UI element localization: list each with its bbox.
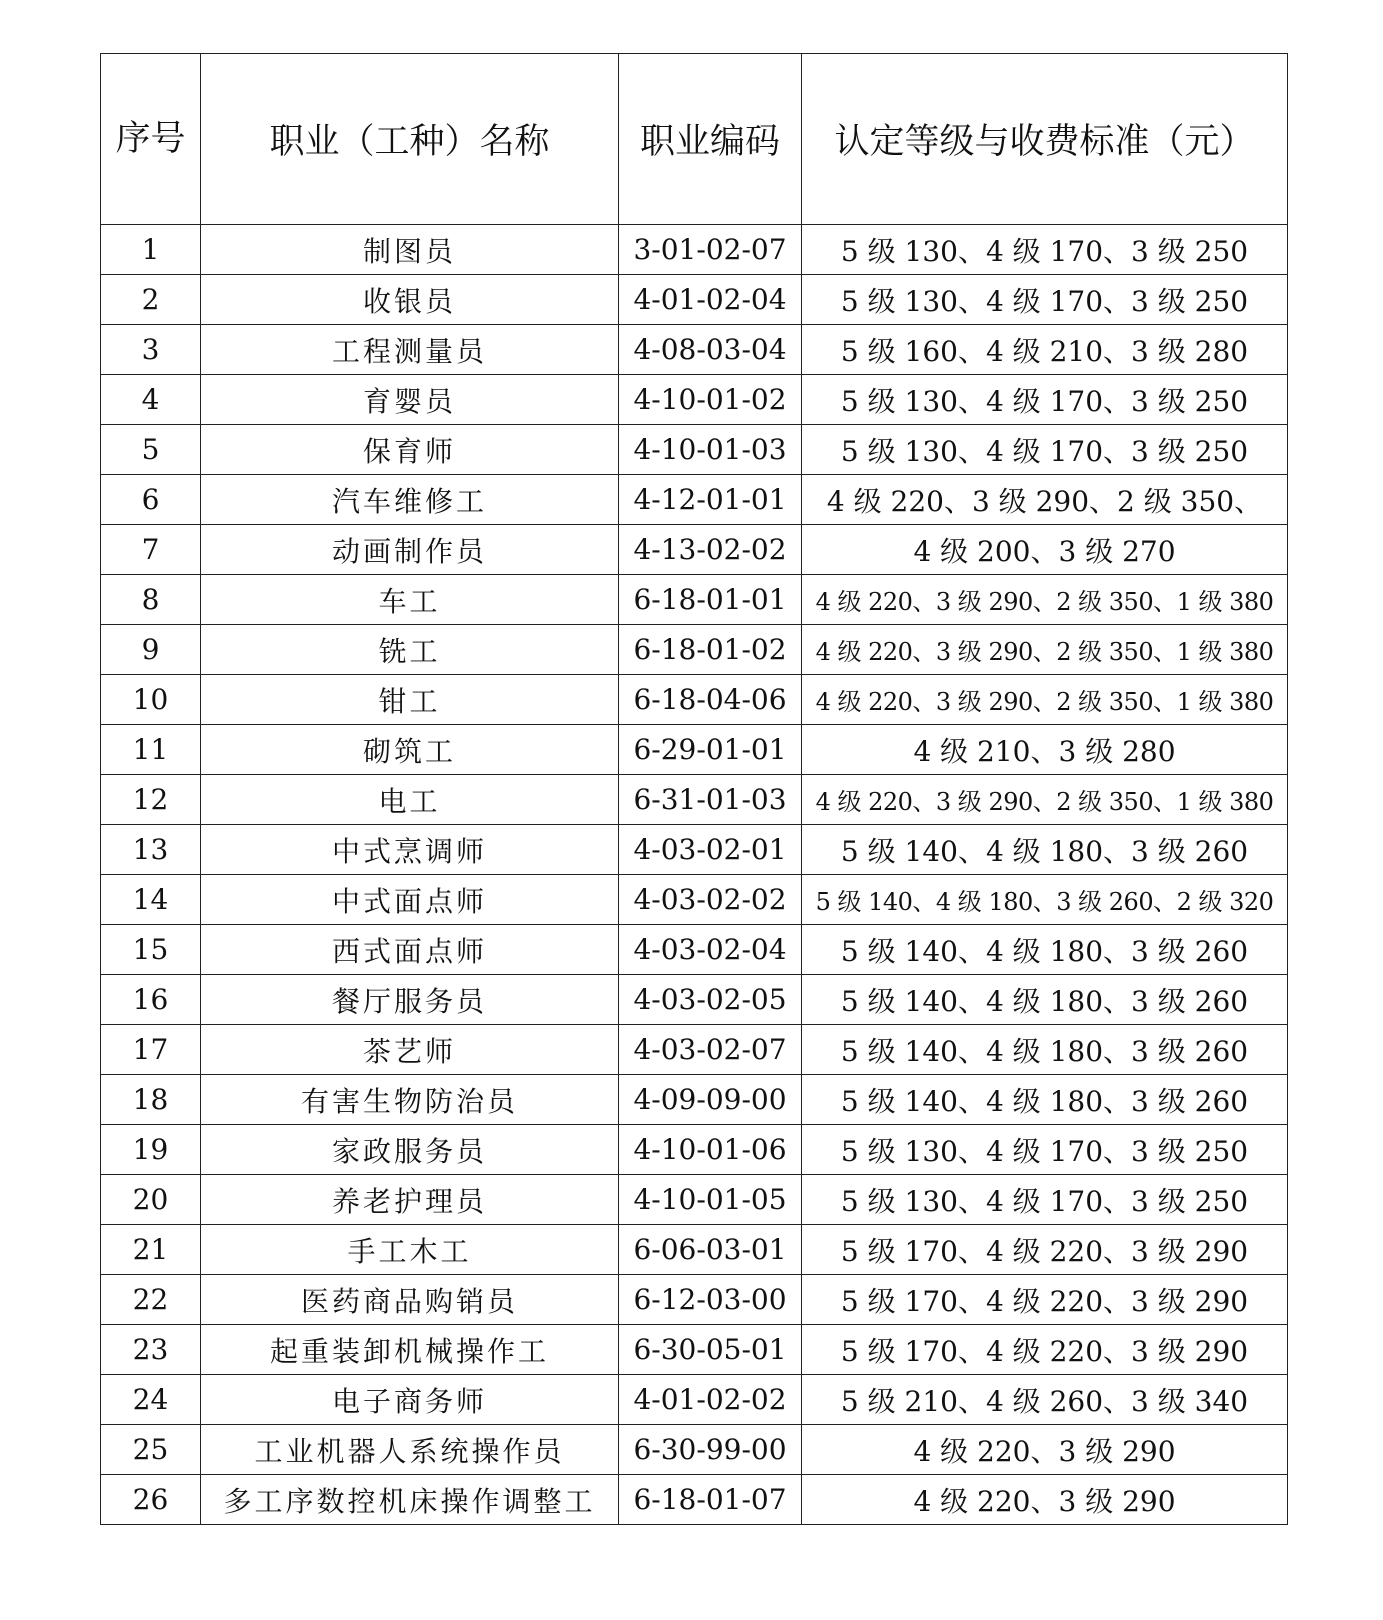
header-seq: 序号 xyxy=(101,54,201,225)
row-occupation-code: 4-13-02-02 xyxy=(619,525,802,575)
row-fee-standard: 5 级 170、4 级 220、3 级 290 xyxy=(802,1225,1288,1275)
row-occupation-code: 6-29-01-01 xyxy=(619,725,802,775)
row-occupation-code: 6-18-01-02 xyxy=(619,625,802,675)
table-row xyxy=(101,1075,1288,1125)
table-row xyxy=(101,975,1288,1025)
row-fee-standard: 5 级 140、4 级 180、3 级 260 xyxy=(802,925,1288,975)
row-occupation-code: 6-30-05-01 xyxy=(619,1325,802,1375)
row-occupation-code: 6-18-04-06 xyxy=(619,675,802,725)
row-seq: 11 xyxy=(101,725,201,775)
row-occupation-code: 6-12-03-00 xyxy=(619,1275,802,1325)
row-seq: 17 xyxy=(101,1025,201,1075)
header-name: 职业（工种）名称 xyxy=(201,54,619,225)
row-occupation-code: 4-03-02-01 xyxy=(619,825,802,875)
row-fee-standard: 5 级 140、4 级 180、3 级 260 xyxy=(802,1075,1288,1125)
table-row xyxy=(101,1475,1288,1525)
row-occupation-name: 电工 xyxy=(201,775,619,825)
row-seq: 20 xyxy=(101,1175,201,1225)
row-fee-standard: 5 级 140、4 级 180、3 级 260 xyxy=(802,1025,1288,1075)
row-occupation-code: 4-01-02-02 xyxy=(619,1375,802,1425)
row-occupation-code: 4-10-01-03 xyxy=(619,425,802,475)
row-seq: 7 xyxy=(101,525,201,575)
row-fee-standard: 5 级 130、4 级 170、3 级 250 xyxy=(802,375,1288,425)
row-seq: 8 xyxy=(101,575,201,625)
row-fee-standard: 5 级 130、4 级 170、3 级 250 xyxy=(802,275,1288,325)
row-seq: 10 xyxy=(101,675,201,725)
row-occupation-name: 茶艺师 xyxy=(201,1025,619,1075)
row-seq: 15 xyxy=(101,925,201,975)
row-occupation-name: 工程测量员 xyxy=(201,325,619,375)
row-occupation-code: 4-08-03-04 xyxy=(619,325,802,375)
header-fee: 认定等级与收费标准（元） xyxy=(802,54,1288,225)
row-fee-standard: 4 级 220、3 级 290、2 级 350、1 级 380 xyxy=(802,675,1288,725)
row-occupation-code: 6-18-01-01 xyxy=(619,575,802,625)
row-occupation-name: 保育师 xyxy=(201,425,619,475)
row-occupation-code: 4-03-02-04 xyxy=(619,925,802,975)
row-fee-standard: 4 级 220、3 级 290、2 级 350、1 级 380 xyxy=(802,575,1288,625)
row-occupation-name: 汽车维修工 xyxy=(201,475,619,525)
row-fee-standard: 5 级 140、4 级 180、3 级 260 xyxy=(802,975,1288,1025)
table-row xyxy=(101,1325,1288,1375)
row-occupation-name: 收银员 xyxy=(201,275,619,325)
row-fee-standard: 5 级 160、4 级 210、3 级 280 xyxy=(802,325,1288,375)
row-fee-standard: 5 级 140、4 级 180、3 级 260 xyxy=(802,825,1288,875)
row-occupation-name: 砌筑工 xyxy=(201,725,619,775)
row-seq: 3 xyxy=(101,325,201,375)
table-row xyxy=(101,575,1288,625)
row-occupation-name: 养老护理员 xyxy=(201,1175,619,1225)
table-row xyxy=(101,525,1288,575)
row-fee-standard: 5 级 130、4 级 170、3 级 250 xyxy=(802,1175,1288,1225)
row-occupation-name: 车工 xyxy=(201,575,619,625)
row-fee-standard: 5 级 170、4 级 220、3 级 290 xyxy=(802,1325,1288,1375)
row-occupation-name: 餐厅服务员 xyxy=(201,975,619,1025)
row-occupation-name: 动画制作员 xyxy=(201,525,619,575)
row-fee-standard: 5 级 130、4 级 170、3 级 250 xyxy=(802,1125,1288,1175)
row-seq: 25 xyxy=(101,1425,201,1475)
table-row xyxy=(101,925,1288,975)
table-row xyxy=(101,275,1288,325)
row-occupation-code: 4-10-01-05 xyxy=(619,1175,802,1225)
row-fee-standard: 4 级 220、3 级 290 xyxy=(802,1425,1288,1475)
table-row xyxy=(101,625,1288,675)
table-row xyxy=(101,1225,1288,1275)
row-seq: 1 xyxy=(101,225,201,275)
row-occupation-name: 中式面点师 xyxy=(201,875,619,925)
table-row xyxy=(101,1425,1288,1475)
row-occupation-code: 4-10-01-06 xyxy=(619,1125,802,1175)
row-fee-standard: 4 级 200、3 级 270 xyxy=(802,525,1288,575)
row-seq: 4 xyxy=(101,375,201,425)
table-row xyxy=(101,725,1288,775)
row-occupation-code: 4-12-01-01 xyxy=(619,475,802,525)
table-row xyxy=(101,225,1288,275)
row-occupation-code: 4-01-02-04 xyxy=(619,275,802,325)
row-occupation-name: 多工序数控机床操作调整工 xyxy=(201,1475,619,1525)
row-seq: 23 xyxy=(101,1325,201,1375)
row-seq: 16 xyxy=(101,975,201,1025)
row-occupation-code: 6-30-99-00 xyxy=(619,1425,802,1475)
row-occupation-name: 手工木工 xyxy=(201,1225,619,1275)
table-row xyxy=(101,325,1288,375)
row-occupation-code: 6-31-01-03 xyxy=(619,775,802,825)
row-occupation-code: 4-10-01-02 xyxy=(619,375,802,425)
row-seq: 13 xyxy=(101,825,201,875)
row-occupation-name: 有害生物防治员 xyxy=(201,1075,619,1125)
table-row xyxy=(101,1275,1288,1325)
row-seq: 22 xyxy=(101,1275,201,1325)
row-occupation-code: 4-03-02-07 xyxy=(619,1025,802,1075)
row-fee-standard: 5 级 130、4 级 170、3 级 250 xyxy=(802,225,1288,275)
row-seq: 21 xyxy=(101,1225,201,1275)
row-occupation-name: 钳工 xyxy=(201,675,619,725)
table-body xyxy=(101,225,1288,1525)
row-fee-standard: 5 级 130、4 级 170、3 级 250 xyxy=(802,425,1288,475)
table-row xyxy=(101,1375,1288,1425)
row-occupation-code: 4-09-09-00 xyxy=(619,1075,802,1125)
row-seq: 14 xyxy=(101,875,201,925)
table-row xyxy=(101,375,1288,425)
row-fee-standard: 4 级 220、3 级 290 xyxy=(802,1475,1288,1525)
header-code: 职业编码 xyxy=(619,54,802,225)
table-row xyxy=(101,1125,1288,1175)
row-occupation-name: 医药商品购销员 xyxy=(201,1275,619,1325)
row-seq: 9 xyxy=(101,625,201,675)
row-seq: 5 xyxy=(101,425,201,475)
table-row xyxy=(101,775,1288,825)
row-fee-standard: 5 级 140、4 级 180、3 级 260、2 级 320 xyxy=(802,875,1288,925)
table-row xyxy=(101,825,1288,875)
row-fee-standard: 5 级 170、4 级 220、3 级 290 xyxy=(802,1275,1288,1325)
row-occupation-name: 起重装卸机械操作工 xyxy=(201,1325,619,1375)
row-seq: 6 xyxy=(101,475,201,525)
row-occupation-code: 6-06-03-01 xyxy=(619,1225,802,1275)
row-occupation-name: 铣工 xyxy=(201,625,619,675)
row-occupation-code: 3-01-02-07 xyxy=(619,225,802,275)
header-row xyxy=(101,54,1288,225)
row-seq: 24 xyxy=(101,1375,201,1425)
row-occupation-code: 4-03-02-05 xyxy=(619,975,802,1025)
row-occupation-name: 育婴员 xyxy=(201,375,619,425)
row-occupation-name: 电子商务师 xyxy=(201,1375,619,1425)
row-occupation-name: 制图员 xyxy=(201,225,619,275)
row-seq: 2 xyxy=(101,275,201,325)
table-row xyxy=(101,475,1288,525)
row-occupation-name: 西式面点师 xyxy=(201,925,619,975)
row-fee-standard: 4 级 220、3 级 290、2 级 350、1 级 380 xyxy=(802,625,1288,675)
row-seq: 12 xyxy=(101,775,201,825)
table-row xyxy=(101,425,1288,475)
table-row xyxy=(101,1175,1288,1225)
table-row xyxy=(101,1025,1288,1075)
row-occupation-code: 6-18-01-07 xyxy=(619,1475,802,1525)
row-fee-standard: 4 级 210、3 级 280 xyxy=(802,725,1288,775)
row-seq: 26 xyxy=(101,1475,201,1525)
table-row xyxy=(101,875,1288,925)
table-row xyxy=(101,675,1288,725)
row-fee-standard: 5 级 210、4 级 260、3 级 340 xyxy=(802,1375,1288,1425)
row-occupation-code: 4-03-02-02 xyxy=(619,875,802,925)
row-seq: 18 xyxy=(101,1075,201,1125)
row-fee-standard: 4 级 220、3 级 290、2 级 350、 xyxy=(802,475,1288,525)
row-occupation-name: 工业机器人系统操作员 xyxy=(201,1425,619,1475)
row-fee-standard: 4 级 220、3 级 290、2 级 350、1 级 380 xyxy=(802,775,1288,825)
row-occupation-name: 中式烹调师 xyxy=(201,825,619,875)
table-header xyxy=(101,54,1288,225)
row-occupation-name: 家政服务员 xyxy=(201,1125,619,1175)
certification-fee-table xyxy=(100,53,1288,1525)
row-seq: 19 xyxy=(101,1125,201,1175)
